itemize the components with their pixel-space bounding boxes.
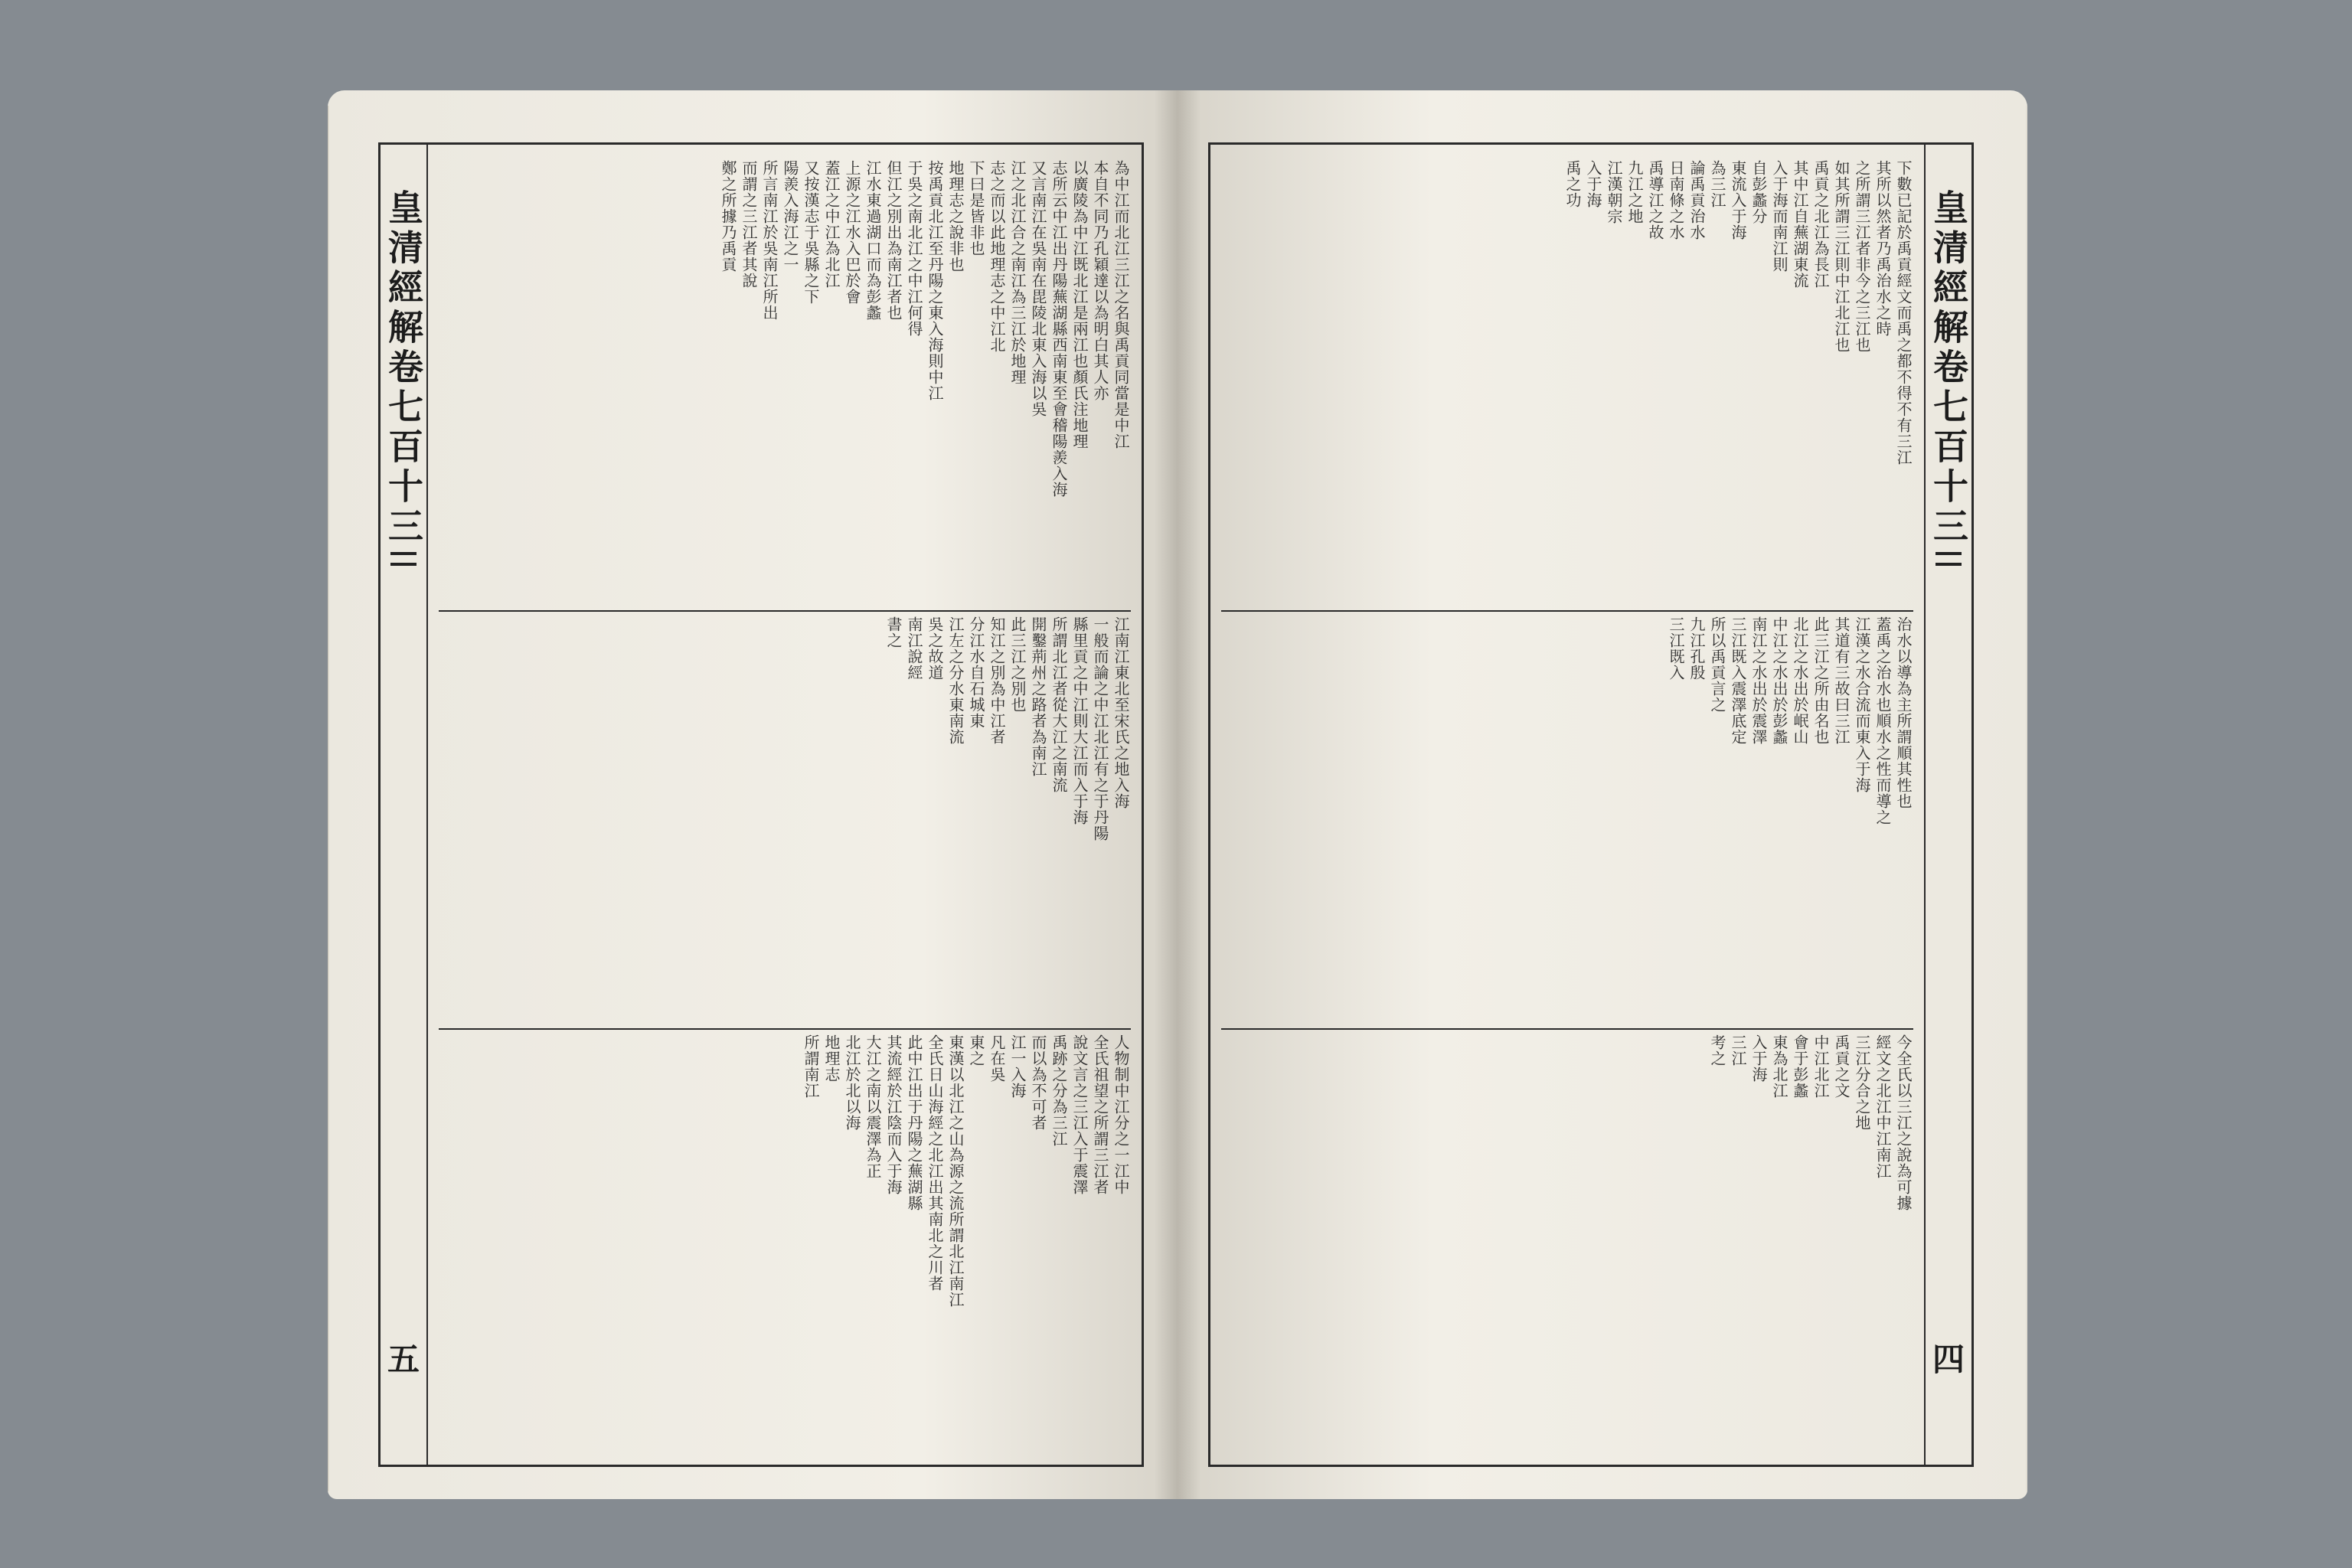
fish-tail-ornament-icon — [390, 552, 416, 566]
text-column: 人物制中江分之一江中 — [1112, 1034, 1130, 1195]
text-column: 所言南江於吳南江所出 — [760, 160, 779, 321]
text-column: 陽羨入海江之一 — [781, 160, 799, 273]
text-column: 此三江之別也 — [1008, 616, 1027, 713]
text-column: 為三江 — [1708, 160, 1726, 208]
text-column: 禹貢之北江為長江 — [1811, 160, 1830, 289]
right-page — [1178, 90, 2027, 1499]
text-column: 東為北江 — [1770, 1034, 1788, 1099]
register-divider — [1221, 1028, 1913, 1030]
text-column: 三江分合之地 — [1853, 1034, 1871, 1131]
text-column: 又言南江在吳南在毘陵北東入海以吳 — [1029, 160, 1047, 417]
text-column: 蓋禹之治水也順水之性而導之 — [1873, 616, 1892, 825]
left-register-lower — [439, 1034, 1131, 1449]
text-column: 禹導江之故 — [1646, 160, 1664, 240]
right-folio-number: 四 — [1932, 1341, 1965, 1378]
text-column: 志之而以此地理志之中江北 — [988, 160, 1006, 353]
text-column: 凡在吳 — [988, 1034, 1006, 1083]
text-column: 其中江自蕪湖東流 — [1791, 160, 1809, 289]
text-column: 禹跡之分為三江 — [1050, 1034, 1068, 1147]
left-register-middle — [439, 616, 1131, 1022]
text-column: 而以為不可者 — [1029, 1034, 1047, 1131]
text-column: 經文之北江中江南江 — [1873, 1034, 1892, 1179]
text-column: 鄭之所據乃禹貢 — [719, 160, 737, 273]
text-column: 江一入海 — [1008, 1034, 1027, 1099]
text-column: 三江既入 — [1667, 616, 1685, 681]
text-column: 但江之別出為南江者也 — [884, 160, 903, 321]
text-column: 地理志 — [822, 1034, 841, 1083]
text-column: 三江既入震澤底定 — [1729, 616, 1747, 745]
left-page-edges — [328, 106, 329, 1491]
text-column: 治水以導為主所謂順其性也 — [1894, 616, 1913, 809]
text-column: 其道有三故曰三江 — [1832, 616, 1851, 745]
text-column: 中江北江 — [1811, 1034, 1830, 1099]
text-column: 書之 — [884, 616, 903, 648]
text-column: 江水東過湖口而為彭蠡 — [864, 160, 882, 321]
text-column: 其所以然者乃禹治水之時 — [1873, 160, 1892, 337]
text-column: 江左之分水東南流 — [946, 616, 965, 745]
text-column: 其流經於江陰而入于海 — [884, 1034, 903, 1195]
text-column: 下曰是皆非也 — [967, 160, 985, 256]
text-column: 全氏日山海經之北江出其南北之川者 — [926, 1034, 944, 1292]
left-spine-column — [381, 145, 428, 1465]
text-column: 南江說經 — [905, 616, 923, 681]
text-column: 為中江而北江三江之名與禹貢同當是中江 — [1112, 160, 1130, 449]
text-column: 上源之江水入巴於會 — [843, 160, 861, 305]
right-page-frame — [1208, 142, 1974, 1467]
text-column: 東流入于海 — [1729, 160, 1747, 240]
text-column: 北江於北以海 — [843, 1034, 861, 1131]
text-column: 本自不同乃孔穎達以為明白其人亦 — [1091, 160, 1109, 401]
text-column: 縣里貢之中江則大江而入于海 — [1070, 616, 1089, 825]
text-column: 江之北江合之南江為三江於地理 — [1008, 160, 1027, 385]
right-register-lower — [1221, 1034, 1913, 1449]
fish-tail-ornament-icon — [1936, 552, 1962, 566]
text-column: 以廣陵為中江既北江是兩江也顏氏注地理 — [1070, 160, 1089, 449]
left-folio-number: 五 — [387, 1341, 420, 1378]
text-column: 入于海而南江則 — [1770, 160, 1788, 273]
text-column: 禹貢之文 — [1832, 1034, 1851, 1099]
text-column: 東漢以北江之山為源之流所謂北江南江 — [946, 1034, 965, 1308]
text-column: 九江孔殷 — [1687, 616, 1706, 681]
text-column: 三江 — [1729, 1034, 1747, 1067]
right-register-upper — [1221, 160, 1913, 604]
text-column: 說文言之三江入于震澤 — [1070, 1034, 1089, 1195]
text-column: 志所云中江出丹陽蕪湖縣西南東至會稽陽羨入海 — [1050, 160, 1068, 498]
text-column: 全氏祖望之所謂三江者 — [1091, 1034, 1109, 1195]
text-column: 所以禹貢言之 — [1708, 616, 1726, 713]
text-column: 一般而論之中江北江有之于丹陽 — [1091, 616, 1109, 841]
text-column: 下數已記於禹貢經文而禹之都不得不有三江 — [1894, 160, 1913, 466]
text-column: 此中江出于丹陽之蕪湖縣 — [905, 1034, 923, 1211]
text-column: 入于海 — [1584, 160, 1602, 208]
text-column: 九江之地 — [1625, 160, 1644, 224]
text-column: 按禹貢北江至丹陽之東入海則中江 — [926, 160, 944, 401]
text-column: 論禹貢治水 — [1687, 160, 1706, 240]
text-column: 開鑿荊州之路者為南江 — [1029, 616, 1047, 777]
left-text-area — [439, 160, 1131, 1449]
text-column: 知江之別為中江者 — [988, 616, 1006, 745]
text-column: 南江之水出於震澤 — [1749, 616, 1768, 745]
text-column: 分江水自石城東 — [967, 616, 985, 729]
right-register-middle — [1221, 616, 1913, 1022]
text-column: 之所謂三江者非今之三江也 — [1853, 160, 1871, 353]
right-spine-column — [1924, 145, 1971, 1465]
text-column: 禹之功 — [1563, 160, 1582, 208]
text-column: 所謂南江 — [802, 1034, 820, 1099]
text-column: 自彭蠡分 — [1749, 160, 1768, 224]
text-column: 于吳之南北江之中江何得 — [905, 160, 923, 337]
text-column: 而謂之三江者其說 — [740, 160, 758, 289]
text-column: 中江之水出於彭蠡 — [1770, 616, 1788, 745]
text-column: 北江之水出於岷山 — [1791, 616, 1809, 745]
text-column: 會于彭蠡 — [1791, 1034, 1809, 1099]
left-running-title: 皇清經解卷七百十三 — [383, 189, 424, 547]
register-divider — [1221, 610, 1913, 612]
text-column: 考之 — [1708, 1034, 1726, 1067]
text-column: 今全氏以三江之說為可據 — [1894, 1034, 1913, 1211]
text-column: 吳之故道 — [926, 616, 944, 681]
left-register-upper — [439, 160, 1131, 604]
text-column: 日南條之水 — [1667, 160, 1685, 240]
text-column: 蓋江之中江為北江 — [822, 160, 841, 289]
register-divider — [439, 610, 1131, 612]
right-text-area — [1221, 160, 1913, 1449]
left-page — [328, 90, 1178, 1499]
text-column: 地理志之說非也 — [946, 160, 965, 273]
text-column: 又按漢志于吳縣之下 — [802, 160, 820, 305]
text-column: 如其所謂三江則中江北江也 — [1832, 160, 1851, 353]
text-column: 此三江之所由名也 — [1811, 616, 1830, 745]
left-page-frame — [378, 142, 1144, 1467]
text-column: 大江之南以震澤為正 — [864, 1034, 882, 1179]
text-column: 入于海 — [1749, 1034, 1768, 1083]
text-column: 江漢朝宗 — [1605, 160, 1623, 224]
open-book — [328, 90, 2027, 1505]
text-column: 江南江東北至宋氏之地入海 — [1112, 616, 1130, 809]
register-divider — [439, 1028, 1131, 1030]
text-column: 所謂北江者從大江之南流 — [1050, 616, 1068, 793]
right-running-title: 皇清經解卷七百十三 — [1928, 189, 1969, 547]
right-page-edges — [2026, 106, 2027, 1491]
text-column: 東之 — [967, 1034, 985, 1067]
text-column: 江漢之水合流而東入于海 — [1853, 616, 1871, 793]
